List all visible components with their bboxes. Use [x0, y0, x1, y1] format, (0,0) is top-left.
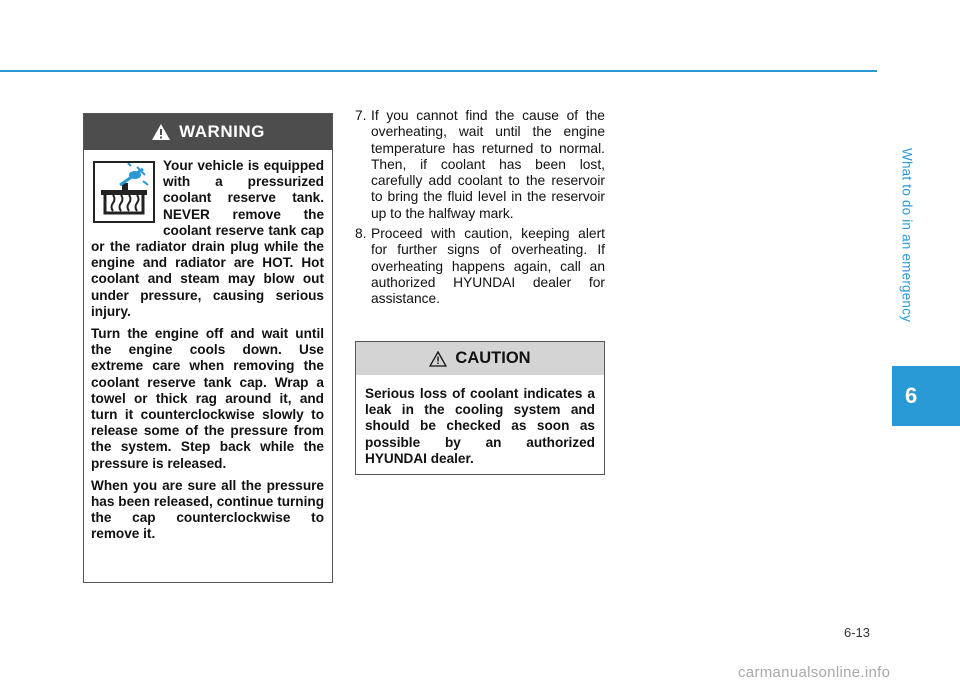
warning-body	[84, 150, 332, 543]
caution-title: CAUTION	[455, 349, 531, 367]
caution-text: Serious loss of coolant indicates a leak in the cooling system and should be checked as soon as possible by an authorized HYUNDAI dealer.	[365, 386, 595, 466]
caution-box	[355, 341, 605, 475]
procedure-steps	[355, 108, 605, 312]
chapter-title: What to do in an emergency	[899, 147, 915, 323]
chapter-title-vertical	[892, 110, 922, 360]
warning-header	[84, 114, 332, 150]
chapter-number: 6	[905, 383, 918, 408]
warning-paragraph-3: When you are sure all the pressure has been released, continue turning the cap counterclockwise to remove it.	[91, 477, 324, 542]
watermark: carmanualsonline.info	[738, 664, 891, 681]
step-8	[355, 226, 605, 307]
warning-paragraph-2: Turn the engine off and wait until the engine cools down. Use extreme care when removing the coolant reserve tank cap. Wrap a towel or thick rag around it, and turn it counterclockwise slowly to release some of the pressure from the system. Step back while the pressure is released.	[91, 326, 324, 471]
step-number: 7.	[355, 108, 367, 123]
warning-title: WARNING	[179, 122, 265, 141]
step-text: Proceed with caution, keeping alert for further signs of overheating. If overheating happens again, call an authorized HYUNDAI dealer for assistance.	[371, 226, 605, 307]
page-number: 6-13	[844, 625, 871, 640]
header-rule	[0, 70, 877, 72]
chapter-tab	[892, 366, 960, 426]
warning-triangle-icon	[151, 123, 171, 141]
step-text: If you cannot find the cause of the overheating, wait until the engine temperature has returned to normal. Then, if coolant has been lost, carefully add coolant to the reservoir to bring the fluid level in the reservoir up to the halfway mark.	[371, 108, 605, 221]
step-7	[355, 108, 605, 222]
caution-header	[356, 342, 604, 375]
hot-coolant-tank-icon	[93, 161, 155, 223]
step-number: 8.	[355, 226, 367, 242]
warning-box	[83, 113, 333, 583]
caution-triangle-icon	[429, 351, 447, 367]
warning-paragraph-1: Your vehicle is equipped with a pressurized coolant reserve tank. NEVER remove the coolant reserve tank cap or the radiator drain plug while the engine and radiator are HOT. Hot coolant and steam may blow out under pressure, causing serious injury.	[91, 158, 324, 319]
